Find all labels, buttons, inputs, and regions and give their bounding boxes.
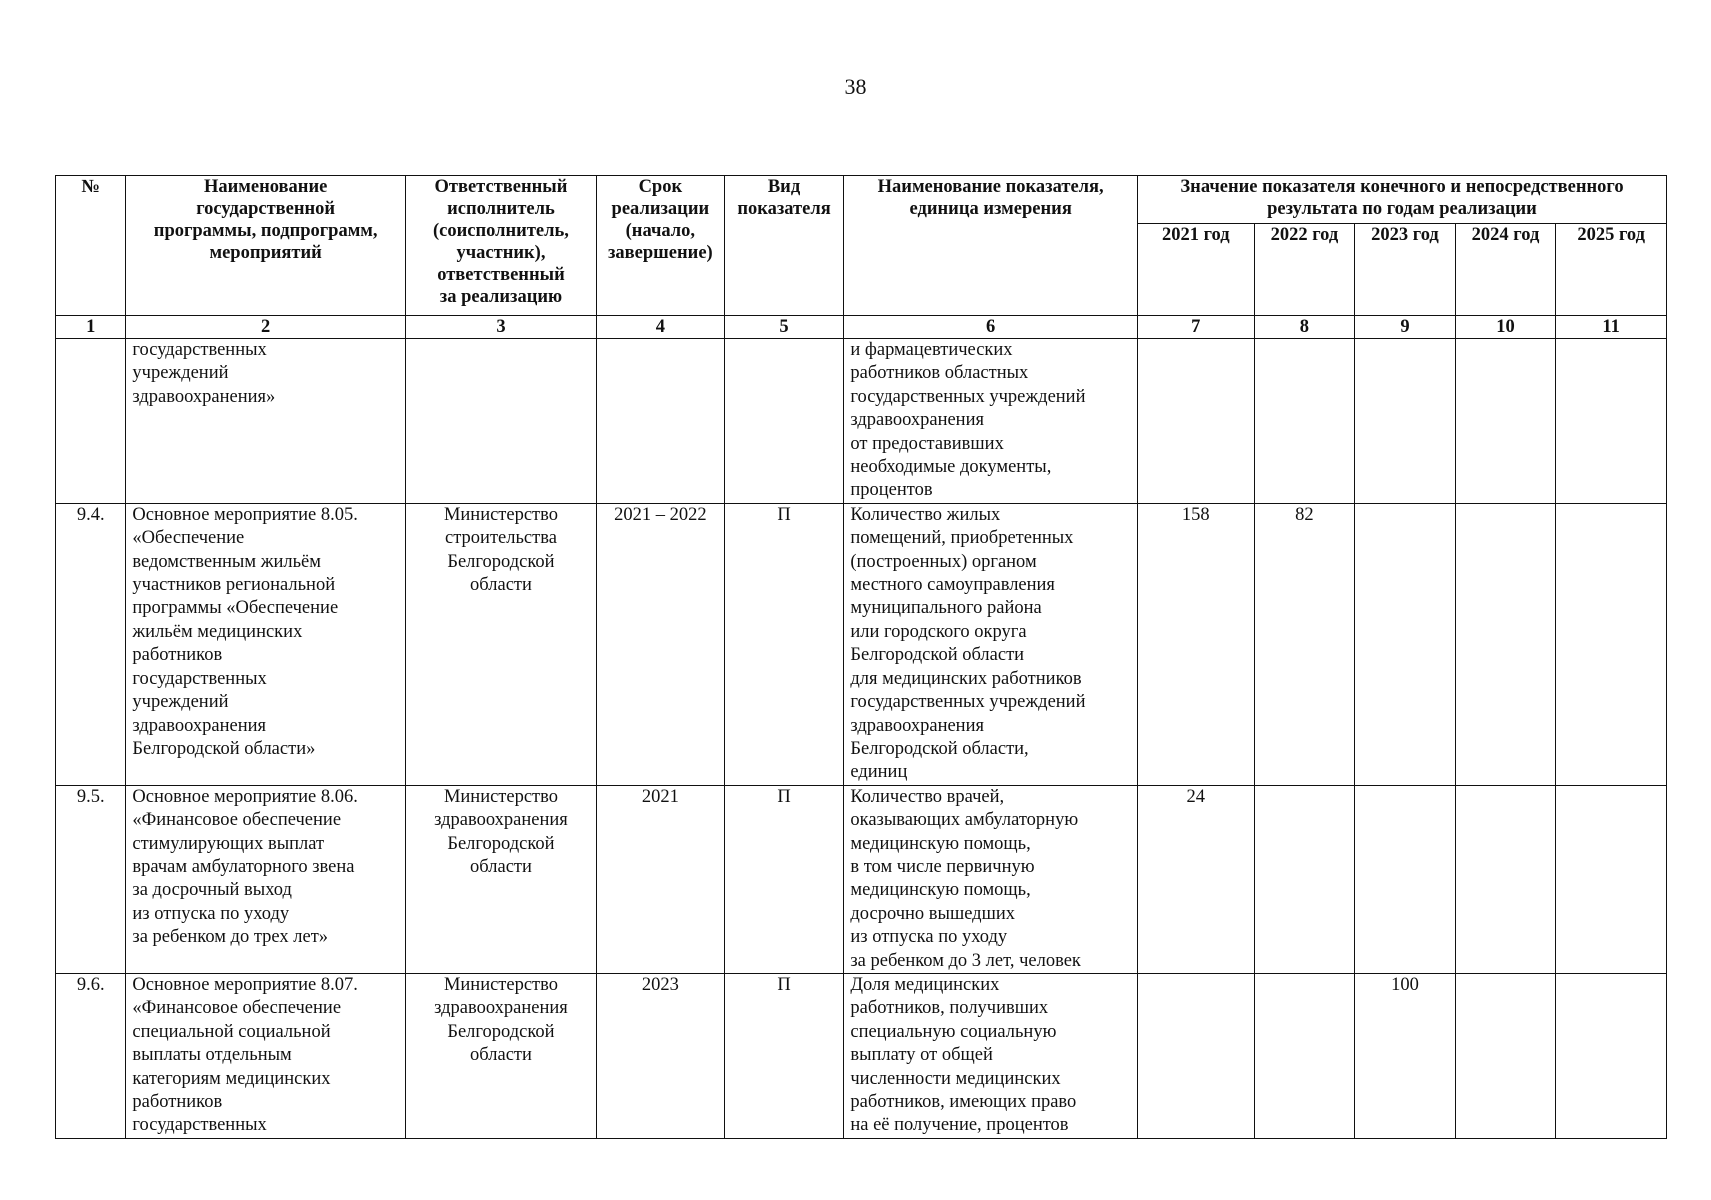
header-year-2023: 2023 год — [1355, 224, 1456, 316]
value-cell-2024 — [1455, 339, 1556, 504]
value-cell-2022: 82 — [1254, 503, 1355, 785]
text-line: (начало, — [625, 221, 696, 241]
text-line: стимулирующих выплат — [132, 833, 325, 854]
text-line: из отпуска по уходу — [850, 927, 1008, 948]
indicator-type-cell: П — [724, 503, 844, 785]
row-number-cell: 9.6. — [56, 973, 126, 1138]
text-line: работников — [132, 645, 223, 666]
text-line: процентов — [850, 480, 933, 501]
responsible-cell — [405, 503, 596, 785]
responsible-cell — [405, 973, 596, 1138]
indicator-name-cell — [844, 339, 1138, 504]
text-line: за ребенком до трех лет» — [132, 927, 329, 948]
value-cell-2025 — [1556, 973, 1667, 1138]
text-line: учреждений — [132, 363, 229, 384]
column-number: 10 — [1455, 316, 1556, 339]
term-cell: 2021 — [597, 785, 725, 973]
value-cell-2024 — [1455, 973, 1556, 1138]
table-row — [56, 785, 1667, 973]
text-line: оказывающих амбулаторную — [850, 810, 1079, 831]
header-no: № — [56, 176, 126, 316]
indicator-type-cell: П — [724, 785, 844, 973]
responsible-cell — [405, 785, 596, 973]
indicator-name-cell — [844, 973, 1138, 1138]
text-line: для медицинских работников — [850, 668, 1082, 689]
text-line: за ребенком до 3 лет, человек — [850, 950, 1081, 971]
value-cell-2022 — [1254, 973, 1355, 1138]
text-line: Срок — [638, 177, 683, 197]
column-number: 9 — [1355, 316, 1456, 339]
value-cell-2022 — [1254, 785, 1355, 973]
header-year-2025: 2025 год — [1556, 224, 1667, 316]
text-line: (построенных) органом — [850, 551, 1037, 572]
value-cell-2025 — [1556, 503, 1667, 785]
text-line: Белгородской — [447, 1021, 555, 1042]
value-cell-2023 — [1355, 785, 1456, 973]
text-line: мероприятий — [209, 243, 322, 263]
text-line: Наименование — [203, 177, 328, 197]
text-line: за реализацию — [439, 287, 563, 307]
column-number: 1 — [56, 316, 126, 339]
header-type — [724, 176, 844, 316]
header-indicator — [844, 176, 1138, 316]
text-line: Значение показателя конечного и непосредственного — [1180, 177, 1624, 197]
text-line: здравоохранения — [434, 998, 568, 1019]
text-line: работников — [132, 1092, 223, 1112]
page-number: 38 — [844, 74, 867, 99]
text-line: Белгородской области, — [850, 738, 1029, 759]
value-cell-2024 — [1455, 503, 1556, 785]
text-line: Министерство — [443, 786, 558, 807]
column-number: 7 — [1137, 316, 1254, 339]
text-line: строительства — [445, 528, 557, 549]
term-cell — [597, 339, 725, 504]
text-line: Количество врачей, — [850, 786, 1005, 807]
text-line: здравоохранения» — [132, 386, 276, 407]
term-cell: 2021 – 2022 — [597, 503, 725, 785]
column-number: 8 — [1254, 316, 1355, 339]
responsible-cell — [405, 339, 596, 504]
text-line: Доля медицинских — [850, 974, 1000, 995]
text-line: единица измерения — [909, 199, 1072, 219]
value-cell-2024 — [1455, 785, 1556, 973]
text-line: реализации — [611, 199, 710, 219]
header-term — [597, 176, 725, 316]
text-line: от предоставивших — [850, 433, 1004, 454]
text-line: местного самоуправления — [850, 575, 1055, 596]
row-number-cell: 9.5. — [56, 785, 126, 973]
text-line: «Финансовое обеспечение — [132, 810, 342, 831]
text-line: здравоохранения — [132, 715, 267, 736]
column-number: 6 — [844, 316, 1138, 339]
text-line: единиц — [850, 762, 908, 783]
text-line: работников областных — [850, 363, 1029, 384]
header-year-2021: 2021 год — [1137, 224, 1254, 316]
text-line: области — [470, 856, 532, 877]
text-line: показателя — [737, 199, 831, 219]
text-line: государственных учреждений — [850, 386, 1086, 407]
term-cell: 2023 — [597, 973, 725, 1138]
text-line: работников, имеющих право — [850, 1092, 1077, 1112]
text-line: участников региональной — [132, 575, 336, 596]
text-line: Наименование показателя, — [877, 177, 1104, 197]
indicator-type-cell: П — [724, 973, 844, 1138]
text-line: завершение) — [608, 243, 713, 263]
text-line: Белгородской области — [850, 645, 1025, 666]
header-values-group — [1137, 176, 1666, 224]
text-line: численности медицинских — [850, 1068, 1061, 1089]
text-line: исполнитель — [447, 199, 555, 219]
text-line: из отпуска по уходу — [132, 903, 290, 924]
text-line: специальную социальную — [850, 1021, 1057, 1042]
value-cell-2023 — [1355, 503, 1456, 785]
text-line: Министерство — [443, 974, 558, 995]
text-line: здравоохранения — [434, 810, 568, 831]
text-line: врачам амбулаторного звена — [132, 856, 355, 877]
text-line: учреждений — [132, 692, 229, 713]
header-year-2022: 2022 год — [1254, 224, 1355, 316]
column-number: 4 — [597, 316, 725, 339]
text-line: Белгородской области» — [132, 738, 316, 759]
text-line: выплаты отдельным — [132, 1045, 292, 1066]
text-line: Основное мероприятие 8.06. — [132, 786, 358, 807]
table-body — [56, 339, 1667, 1139]
text-line: медицинскую помощь, — [850, 833, 1031, 854]
value-cell-2021: 158 — [1137, 503, 1254, 785]
indicator-name-cell — [844, 503, 1138, 785]
column-number: 2 — [126, 316, 406, 339]
value-cell-2025 — [1556, 339, 1667, 504]
text-line: необходимые документы, — [850, 457, 1052, 478]
text-line: Основное мероприятие 8.05. — [132, 504, 358, 525]
text-line: жильём медицинских — [132, 621, 303, 642]
text-line: государственных — [132, 668, 267, 689]
column-number: 3 — [405, 316, 596, 339]
text-line: помещений, приобретенных — [850, 528, 1074, 549]
value-cell-2023: 100 — [1355, 973, 1456, 1138]
text-line: здравоохранения — [850, 410, 984, 431]
text-line: государственных учреждений — [850, 692, 1086, 713]
text-line: специальной социальной — [132, 1021, 331, 1042]
text-line: ведомственным жильём — [132, 551, 321, 572]
column-number: 5 — [724, 316, 844, 339]
text-line: области — [470, 1045, 532, 1066]
text-line: Белгородской — [447, 551, 555, 572]
text-line: результата по годам реализации — [1267, 199, 1537, 219]
table-row — [56, 973, 1667, 1138]
text-line: категориям медицинских — [132, 1068, 331, 1089]
text-line: Белгородской — [447, 833, 555, 854]
text-line: за досрочный выход — [132, 880, 292, 901]
text-line: ответственный — [437, 265, 565, 285]
header-name — [126, 176, 406, 316]
text-line: медицинскую помощь, — [850, 880, 1031, 901]
text-line: или городского округа — [850, 621, 1027, 642]
text-line: участник), — [456, 243, 546, 263]
text-line: государственных — [132, 1115, 267, 1136]
text-line: и фармацевтических — [850, 340, 1013, 360]
text-line: выплату от общей — [850, 1045, 993, 1066]
text-line: работников, получивших — [850, 998, 1049, 1019]
text-line: на её получение, процентов — [850, 1115, 1069, 1136]
indicator-name-cell — [844, 785, 1138, 973]
text-line: Ответственный — [434, 177, 568, 197]
table-row — [56, 503, 1667, 785]
value-cell-2022 — [1254, 339, 1355, 504]
program-name-cell — [126, 785, 406, 973]
text-line: (соисполнитель, — [432, 221, 569, 241]
table-row — [56, 339, 1667, 504]
text-line: государственных — [132, 340, 267, 360]
text-line: муниципального района — [850, 598, 1042, 619]
text-line: программы, подпрограмм, — [153, 221, 378, 241]
value-cell-2021: 24 — [1137, 785, 1254, 973]
header-responsible — [405, 176, 596, 316]
indicator-type-cell — [724, 339, 844, 504]
text-line: здравоохранения — [850, 715, 984, 736]
program-name-cell — [126, 503, 406, 785]
header-year-2024: 2024 год — [1455, 224, 1556, 316]
text-line: программы «Обеспечение — [132, 598, 339, 619]
row-number-cell: 9.4. — [56, 503, 126, 785]
program-name-cell — [126, 973, 406, 1138]
text-line: в том числе первичную — [850, 856, 1035, 877]
text-line: государственной — [196, 199, 336, 219]
value-cell-2025 — [1556, 785, 1667, 973]
text-line: Вид — [767, 177, 801, 197]
text-line: Министерство — [443, 504, 558, 525]
text-line: «Обеспечение — [132, 528, 245, 549]
value-cell-2021 — [1137, 973, 1254, 1138]
program-name-cell — [126, 339, 406, 504]
text-line: досрочно вышедших — [850, 903, 1015, 924]
column-number: 11 — [1556, 316, 1667, 339]
row-number-cell — [56, 339, 126, 504]
text-line: Основное мероприятие 8.07. — [132, 974, 358, 995]
value-cell-2021 — [1137, 339, 1254, 504]
value-cell-2023 — [1355, 339, 1456, 504]
text-line: Количество жилых — [850, 504, 1001, 525]
text-line: области — [470, 575, 532, 596]
text-line: «Финансовое обеспечение — [132, 998, 342, 1019]
program-table — [55, 175, 1667, 1139]
